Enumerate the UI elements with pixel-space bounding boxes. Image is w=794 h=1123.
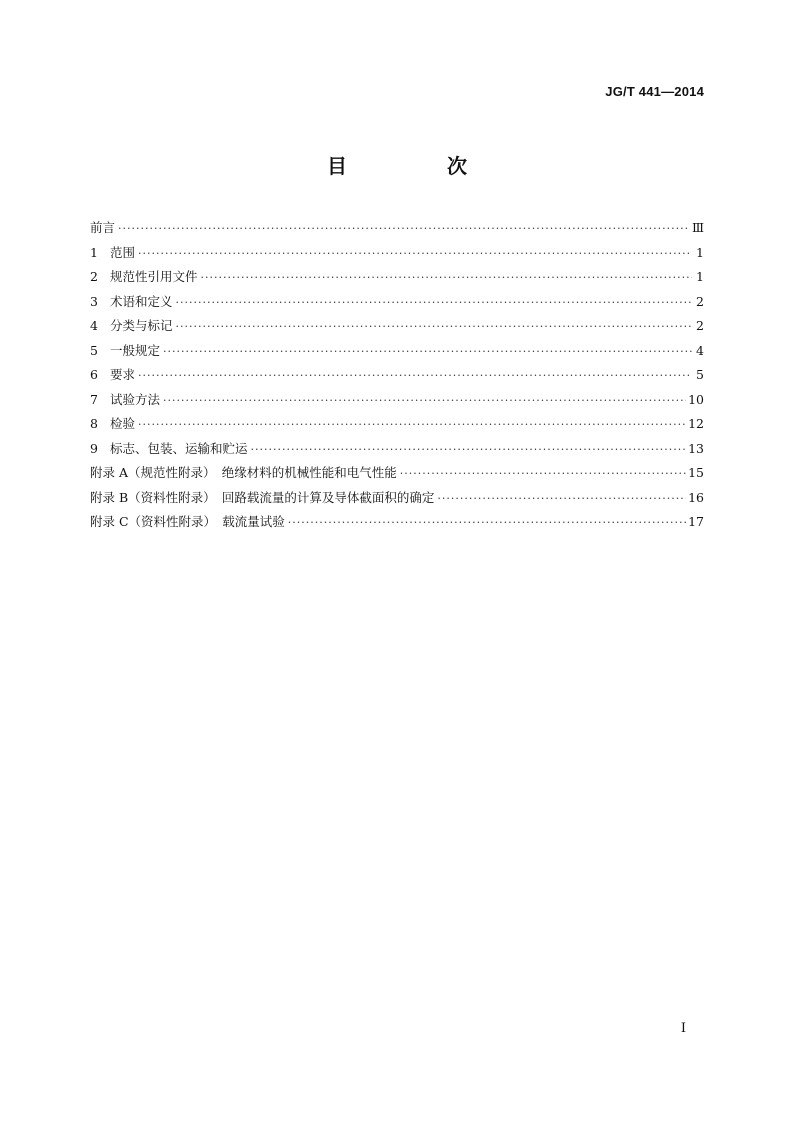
toc-entry-test-methods[interactable] xyxy=(90,388,704,413)
toc-leader-dots xyxy=(118,217,690,242)
toc-entry-page: 2 xyxy=(696,293,704,309)
toc-entry-marking-packaging[interactable] xyxy=(90,437,704,462)
toc-entry-text: 试验方法 xyxy=(110,391,161,407)
toc-leader-dots xyxy=(138,413,686,438)
toc-leader-dots xyxy=(163,389,686,414)
standard-code: JG/T 441—2014 xyxy=(605,84,704,99)
toc-entry-number: 2 xyxy=(90,269,98,284)
toc-leader-dots xyxy=(437,487,686,512)
toc-leader-dots xyxy=(163,340,692,365)
toc-entry-number: 6 xyxy=(90,367,98,382)
toc-leader-dots xyxy=(201,266,692,291)
toc-leader-dots xyxy=(288,511,686,536)
toc-entry-page: 12 xyxy=(688,416,704,431)
toc-entry-text: 附录 C（资料性附录） 载流量试验 xyxy=(90,514,285,529)
toc-entry-classification[interactable] xyxy=(90,314,704,339)
toc-entry-page: 4 xyxy=(696,342,704,358)
toc-entry-page: 1 xyxy=(696,269,704,284)
toc-entry-number: 7 xyxy=(90,391,98,407)
toc-entry-text: 术语和定义 xyxy=(110,293,173,309)
toc-entry-annex-a[interactable] xyxy=(90,461,704,486)
toc-entry-annex-c[interactable] xyxy=(90,510,704,535)
toc-leader-dots xyxy=(176,291,692,316)
toc-leader-dots xyxy=(400,462,686,487)
toc-leader-dots xyxy=(251,438,687,463)
toc-leader-dots xyxy=(176,315,692,340)
toc-entry-text: 规范性引用文件 xyxy=(110,269,198,284)
toc-entry-page: 2 xyxy=(696,318,704,333)
table-of-contents xyxy=(90,216,704,535)
toc-entry-number: 5 xyxy=(90,342,98,358)
toc-entry-page: 15 xyxy=(688,465,704,480)
toc-entry-page: 1 xyxy=(696,244,704,260)
toc-entry-text: 一般规定 xyxy=(110,342,161,358)
toc-entry-number: 1 xyxy=(90,244,98,260)
toc-entry-text: 检验 xyxy=(110,416,136,431)
toc-entry-annex-b[interactable] xyxy=(90,486,704,511)
toc-entry-number: 9 xyxy=(90,440,98,456)
toc-entry-text: 要求 xyxy=(110,367,136,382)
toc-entry-normative-references[interactable] xyxy=(90,265,704,290)
toc-entry-text: 前言 xyxy=(90,220,116,235)
toc-entry-text: 附录 A（规范性附录） 绝缘材料的机械性能和电气性能 xyxy=(90,465,397,480)
toc-entry-page: 17 xyxy=(688,514,704,529)
toc-entry-page: 16 xyxy=(688,489,704,505)
toc-entry-requirements[interactable] xyxy=(90,363,704,388)
page-title: 目 次 xyxy=(327,154,507,178)
toc-entry-number: 3 xyxy=(90,293,98,309)
toc-entry-page: Ⅲ xyxy=(691,220,704,235)
toc-entry-number: 8 xyxy=(90,416,98,431)
page-number: I xyxy=(680,1021,686,1036)
toc-entry-terms-definitions[interactable] xyxy=(90,290,704,315)
toc-entry-foreword[interactable] xyxy=(90,216,704,241)
toc-entry-number: 4 xyxy=(90,318,98,333)
toc-entry-text: 分类与标记 xyxy=(110,318,173,333)
toc-entry-page: 13 xyxy=(688,440,704,456)
toc-entry-text: 标志、包装、运输和贮运 xyxy=(110,440,248,456)
toc-entry-text: 范围 xyxy=(110,244,136,260)
toc-leader-dots xyxy=(138,364,692,389)
toc-leader-dots xyxy=(138,242,692,267)
toc-entry-page: 10 xyxy=(688,391,704,407)
toc-entry-page: 5 xyxy=(696,367,704,382)
toc-entry-general-provisions[interactable] xyxy=(90,339,704,364)
toc-entry-inspection[interactable] xyxy=(90,412,704,437)
toc-entry-text: 附录 B（资料性附录） 回路载流量的计算及导体截面积的确定 xyxy=(90,489,435,505)
toc-entry-scope[interactable] xyxy=(90,241,704,266)
